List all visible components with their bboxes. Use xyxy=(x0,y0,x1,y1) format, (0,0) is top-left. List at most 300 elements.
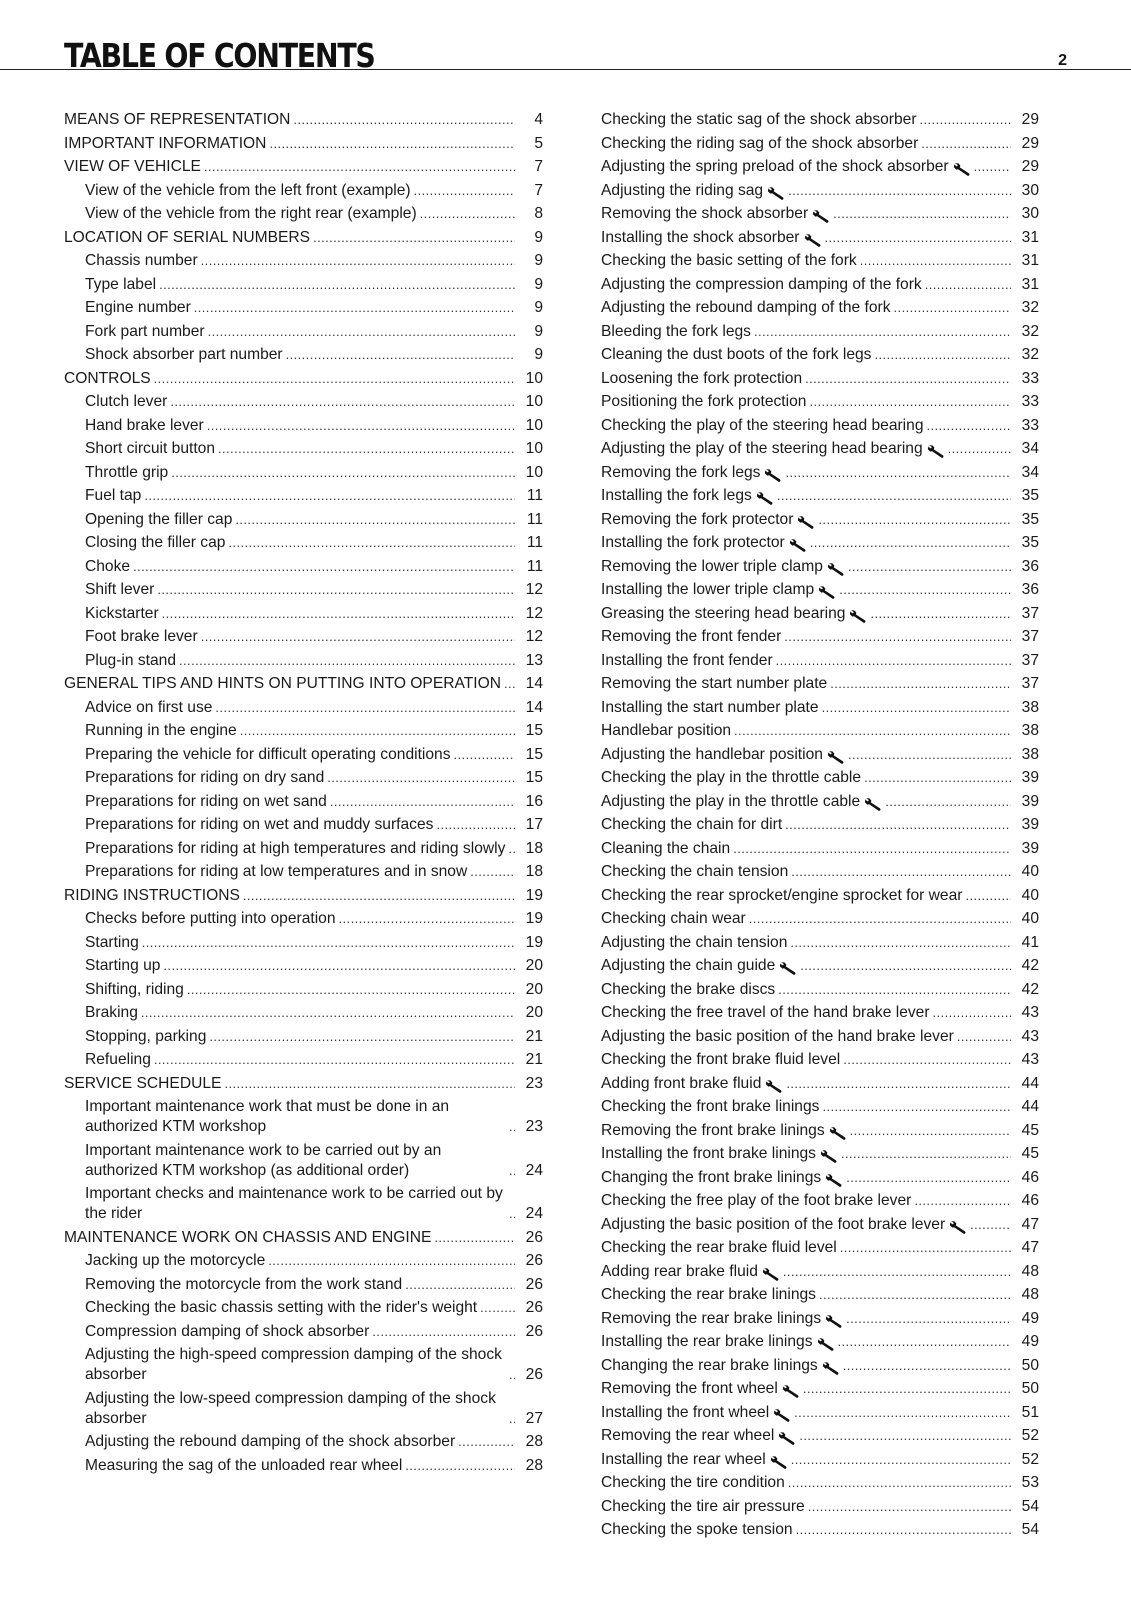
toc-entry-title: Checking the spoke tension xyxy=(601,1521,793,1538)
toc-entry[interactable] xyxy=(64,698,543,718)
toc-entry-page: 33 xyxy=(1021,416,1039,434)
toc-entry-page: 20 xyxy=(525,980,543,998)
toc-entry[interactable] xyxy=(64,1251,543,1271)
dot-leader xyxy=(800,960,1011,972)
wrench-icon xyxy=(764,468,782,483)
toc-entry[interactable] xyxy=(64,416,543,436)
toc-entry[interactable] xyxy=(601,181,1039,201)
toc-entry[interactable] xyxy=(64,134,543,154)
toc-entry-title: Changing the rear brake linings xyxy=(601,1356,818,1374)
toc-entry-title: Cleaning the chain xyxy=(601,839,731,857)
toc-entry[interactable] xyxy=(601,510,1039,530)
toc-entry[interactable] xyxy=(601,369,1039,389)
wrench-icon xyxy=(849,609,867,624)
toc-entry-title: VIEW OF VEHICLE xyxy=(64,158,201,175)
toc-entry[interactable] xyxy=(601,1426,1039,1446)
toc-entry-page: 21 xyxy=(525,1027,543,1045)
toc-entry[interactable] xyxy=(601,980,1039,1000)
toc-entry-page: 13 xyxy=(525,651,543,669)
toc-entry-title: Installing the start number plate xyxy=(601,698,819,716)
toc-entry[interactable] xyxy=(64,627,543,647)
toc-entry-page: 40 xyxy=(1021,910,1039,927)
toc-entry-title: Adjusting the chain tension xyxy=(601,933,788,951)
toc-entry-page: 35 xyxy=(1021,510,1039,528)
toc-entry-page: 38 xyxy=(1021,745,1039,763)
toc-entry[interactable] xyxy=(64,1027,543,1047)
toc-entry-title: Closing the filler cap xyxy=(85,534,226,551)
toc-entry-page: 50 xyxy=(1021,1380,1039,1397)
toc-entry-title: MAINTENANCE WORK ON CHASSIS AND ENGINE xyxy=(64,1228,432,1246)
dot-leader xyxy=(818,514,1011,526)
dot-leader xyxy=(201,631,515,643)
dot-leader xyxy=(778,984,1011,996)
toc-entry[interactable] xyxy=(601,792,1039,812)
toc-entry[interactable] xyxy=(64,557,543,577)
toc-entry-title: Chassis number xyxy=(85,252,198,269)
dot-leader xyxy=(157,584,515,596)
toc-entry[interactable] xyxy=(64,463,543,483)
dot-leader xyxy=(458,1436,515,1448)
toc-entry[interactable] xyxy=(601,956,1039,976)
dot-leader xyxy=(179,655,515,667)
dot-leader xyxy=(269,138,515,150)
toc-entry[interactable] xyxy=(64,886,543,906)
page-title: TABLE OF CONTENTS xyxy=(64,36,375,75)
dot-leader xyxy=(839,584,1011,596)
wrench-icon xyxy=(825,1314,843,1329)
toc-entry-page: 40 xyxy=(1021,886,1039,904)
dot-leader xyxy=(470,866,515,878)
toc-entry[interactable] xyxy=(601,533,1039,553)
dot-leader xyxy=(209,1031,515,1043)
toc-entry-page: 37 xyxy=(1021,628,1039,645)
toc-entry[interactable] xyxy=(64,1345,543,1385)
dot-leader xyxy=(925,279,1011,291)
toc-entry[interactable] xyxy=(601,251,1039,271)
toc-entry-page: 11 xyxy=(526,557,543,575)
toc-entry-title: LOCATION OF SERIAL NUMBERS xyxy=(64,228,311,246)
toc-entry[interactable] xyxy=(601,1262,1039,1282)
toc-entry[interactable] xyxy=(64,369,543,389)
toc-entry-title: Stopping, parking xyxy=(85,1027,207,1045)
toc-entry-page: 10 xyxy=(525,440,543,457)
dot-leader xyxy=(405,1460,515,1472)
toc-entry-title: Loosening the fork protection xyxy=(601,369,803,387)
toc-entry[interactable] xyxy=(64,839,543,859)
dot-leader xyxy=(974,161,1011,173)
toc-entry-title: Engine number xyxy=(85,299,191,316)
dot-leader xyxy=(846,1313,1011,1325)
toc-column-right xyxy=(601,110,1039,1544)
toc-entry[interactable] xyxy=(601,157,1039,177)
toc-entry-title: Checking the rear sprocket/engine sprocket for wear xyxy=(601,886,963,904)
toc-entry[interactable] xyxy=(601,228,1039,248)
toc-entry-page: 35 xyxy=(1021,534,1039,551)
toc-entry-page: 31 xyxy=(1021,275,1039,293)
dot-leader xyxy=(454,749,515,761)
toc-entry[interactable] xyxy=(601,1403,1039,1423)
toc-entry[interactable] xyxy=(601,698,1039,718)
toc-entry-title: Preparations for riding on wet and muddy surfaces xyxy=(85,816,434,833)
toc-entry[interactable] xyxy=(601,839,1039,859)
toc-entry-page: 31 xyxy=(1021,252,1039,269)
toc-entry-page: 10 xyxy=(525,463,543,481)
dot-leader xyxy=(159,279,515,291)
toc-entry-title: Positioning the fork protection xyxy=(601,393,807,410)
toc-entry-page: 51 xyxy=(1021,1403,1039,1421)
toc-entry[interactable] xyxy=(601,1168,1039,1188)
dot-leader xyxy=(965,890,1011,902)
toc-entry[interactable] xyxy=(64,956,543,976)
toc-entry[interactable] xyxy=(601,1121,1039,1141)
toc-entry-title: Checking the chain for dirt xyxy=(601,816,783,833)
toc-entry[interactable] xyxy=(64,1389,543,1429)
dot-leader xyxy=(957,1031,1011,1043)
toc-entry[interactable] xyxy=(601,110,1039,130)
toc-entry[interactable] xyxy=(64,345,543,365)
toc-entry-page: 9 xyxy=(534,228,543,246)
toc-entry[interactable] xyxy=(64,1074,543,1094)
toc-entry[interactable] xyxy=(601,862,1039,882)
toc-entry-page: 11 xyxy=(526,487,543,504)
toc-entry-title: Removing the shock absorber xyxy=(601,205,809,222)
toc-entry-title: Throttle grip xyxy=(85,463,169,481)
toc-entry[interactable] xyxy=(601,1144,1039,1164)
toc-entry-title: RIDING INSTRUCTIONS xyxy=(64,886,240,904)
toc-entry[interactable] xyxy=(64,1322,543,1342)
toc-entry[interactable] xyxy=(64,1275,543,1295)
toc-entry[interactable] xyxy=(601,439,1039,459)
toc-entry-title: Removing the start number plate xyxy=(601,675,828,692)
toc-entry-title: Starting xyxy=(85,933,139,951)
toc-entry-title: CONTROLS xyxy=(64,369,151,387)
toc-entry[interactable] xyxy=(64,792,543,812)
toc-entry[interactable] xyxy=(64,674,543,694)
toc-entry-title: Checking the static sag of the shock absorber xyxy=(601,111,917,128)
toc-entry-page: 36 xyxy=(1021,557,1039,575)
dot-leader xyxy=(785,467,1011,479)
toc-entry[interactable] xyxy=(601,886,1039,906)
toc-entry[interactable] xyxy=(601,1215,1039,1235)
toc-entry-page: 45 xyxy=(1021,1121,1039,1139)
dot-leader xyxy=(841,1148,1011,1160)
toc-entry-page: 9 xyxy=(534,322,543,340)
toc-entry[interactable] xyxy=(64,815,543,835)
toc-entry-page: 44 xyxy=(1021,1098,1039,1115)
toc-entry-page: 30 xyxy=(1021,205,1039,222)
dot-leader xyxy=(330,796,515,808)
toc-entry-page: 10 xyxy=(525,416,543,434)
toc-entry[interactable] xyxy=(601,768,1039,788)
toc-entry[interactable] xyxy=(601,463,1039,483)
toc-entry-page: 39 xyxy=(1021,792,1039,810)
toc-entry[interactable] xyxy=(601,651,1039,671)
dot-leader xyxy=(785,819,1011,831)
toc-entry[interactable] xyxy=(601,416,1039,436)
toc-entry[interactable] xyxy=(64,933,543,953)
toc-entry-page: 8 xyxy=(534,205,543,222)
toc-entry[interactable] xyxy=(601,1379,1039,1399)
toc-entry-title: View of the vehicle from the left front (example) xyxy=(85,181,411,199)
toc-entry-title: Installing the rear brake linings xyxy=(601,1333,813,1350)
toc-entry[interactable] xyxy=(64,486,543,506)
dot-leader xyxy=(808,1501,1011,1513)
toc-entry-page: 15 xyxy=(525,745,543,763)
toc-entry-page: 16 xyxy=(525,792,543,810)
toc-entry[interactable] xyxy=(64,204,543,224)
wrench-icon xyxy=(756,491,774,506)
toc-entry[interactable] xyxy=(64,1432,543,1452)
toc-entry[interactable] xyxy=(601,298,1039,318)
toc-entry[interactable] xyxy=(64,745,543,765)
dot-leader xyxy=(243,890,515,902)
dot-leader xyxy=(228,537,515,549)
toc-entry[interactable] xyxy=(601,1191,1039,1211)
toc-entry-page: 43 xyxy=(1021,1051,1039,1068)
toc-entry[interactable] xyxy=(601,1309,1039,1329)
dot-leader xyxy=(838,1336,1012,1348)
toc-entry[interactable] xyxy=(601,1285,1039,1305)
toc-entry-title: Checking the tire air pressure xyxy=(601,1497,805,1515)
toc-entry[interactable] xyxy=(64,1184,543,1224)
toc-entry-title: Clutch lever xyxy=(85,393,168,410)
toc-entry[interactable] xyxy=(601,486,1039,506)
toc-entry-title: Short circuit button xyxy=(85,440,216,457)
dot-leader xyxy=(803,1383,1011,1395)
toc-entry[interactable] xyxy=(601,1497,1039,1517)
toc-entry[interactable] xyxy=(64,980,543,1000)
toc-entry-page: 12 xyxy=(525,604,543,622)
toc-entry-page: 18 xyxy=(525,863,543,880)
toc-entry-page: 29 xyxy=(1021,134,1039,152)
toc-entry-page: 5 xyxy=(534,134,543,152)
toc-entry-page: 50 xyxy=(1021,1356,1039,1374)
toc-entry-page: 52 xyxy=(1021,1427,1039,1444)
page-number: 2 xyxy=(1058,52,1067,69)
toc-entry-title: Installing the front wheel xyxy=(601,1403,770,1421)
toc-entry-page: 29 xyxy=(1021,158,1039,175)
toc-entry[interactable] xyxy=(64,768,543,788)
toc-entry[interactable] xyxy=(64,533,543,553)
toc-entry-page: 11 xyxy=(526,510,543,528)
toc-entry-title: Installing the fork legs xyxy=(601,487,752,504)
toc-entry[interactable] xyxy=(64,510,543,530)
toc-entry-title: Jacking up the motorcycle xyxy=(85,1252,266,1269)
toc-entry[interactable] xyxy=(601,1027,1039,1047)
toc-entry[interactable] xyxy=(64,275,543,295)
dot-leader xyxy=(822,1101,1011,1113)
toc-entry[interactable] xyxy=(601,674,1039,694)
toc-entry-page: 26 xyxy=(525,1299,543,1316)
dot-leader xyxy=(970,1219,1011,1231)
toc-entry[interactable] xyxy=(601,1050,1039,1070)
toc-entry-page: 19 xyxy=(525,910,543,927)
toc-entry[interactable] xyxy=(64,1050,543,1070)
toc-entry-page: 24 xyxy=(525,1205,543,1222)
toc-entry[interactable] xyxy=(601,627,1039,647)
toc-entry[interactable] xyxy=(601,134,1039,154)
dot-leader xyxy=(293,114,515,126)
toc-entry-page: 38 xyxy=(1021,722,1039,739)
toc-entry-title: Compression damping of shock absorber xyxy=(85,1322,370,1340)
toc-entry-title: Adjusting the play in the throttle cable xyxy=(601,792,861,810)
toc-entry-title: Installing the fork protector xyxy=(601,534,785,551)
toc-entry-title: Preparing the vehicle for difficult operating conditions xyxy=(85,745,451,763)
toc-entry-title: Checking the front brake linings xyxy=(601,1098,820,1115)
toc-entry[interactable] xyxy=(601,1332,1039,1352)
dot-leader xyxy=(163,960,515,972)
toc-entry[interactable] xyxy=(64,1003,543,1023)
toc-entry-page: 19 xyxy=(525,933,543,951)
toc-entry-title: Removing the front brake linings xyxy=(601,1121,825,1139)
wrench-icon xyxy=(812,209,830,224)
toc-entry[interactable] xyxy=(601,392,1039,412)
toc-entry[interactable] xyxy=(64,298,543,318)
dot-leader xyxy=(734,725,1011,737)
dot-leader xyxy=(830,678,1011,690)
toc-entry[interactable] xyxy=(64,1228,543,1248)
toc-entry-title: Hand brake lever xyxy=(85,416,204,434)
wrench-icon xyxy=(818,585,836,600)
toc-entry[interactable] xyxy=(64,862,543,882)
toc-entry[interactable] xyxy=(601,721,1039,741)
toc-entry[interactable] xyxy=(601,1450,1039,1470)
toc-entry-page: 39 xyxy=(1021,816,1039,833)
dot-leader xyxy=(920,114,1011,126)
toc-entry-page: 34 xyxy=(1021,440,1039,457)
toc-entry-page: 32 xyxy=(1021,322,1039,340)
toc-entry-title: Adjusting the low-speed compression damping of the shock absorber xyxy=(85,1389,496,1427)
toc-entry[interactable] xyxy=(601,557,1039,577)
dot-leader xyxy=(218,443,515,455)
dot-leader xyxy=(204,161,515,173)
toc-entry-page: 43 xyxy=(1021,1027,1039,1045)
toc-entry-page: 48 xyxy=(1021,1286,1039,1303)
toc-entry[interactable] xyxy=(64,228,543,248)
toc-entry[interactable] xyxy=(64,110,543,130)
toc-entry-page: 7 xyxy=(534,158,543,175)
toc-entry[interactable] xyxy=(601,1520,1039,1540)
toc-entry[interactable] xyxy=(64,909,543,929)
toc-entry[interactable] xyxy=(601,345,1039,365)
toc-entry[interactable] xyxy=(601,933,1039,953)
toc-entry[interactable] xyxy=(64,1141,543,1181)
toc-entry-title: Adding front brake fluid xyxy=(601,1074,762,1092)
wrench-icon xyxy=(822,1361,840,1376)
toc-entry-title: Removing the fork protector xyxy=(601,510,794,528)
toc-entry[interactable] xyxy=(64,157,543,177)
dot-leader xyxy=(927,420,1012,432)
wrench-icon xyxy=(773,1408,791,1423)
toc-entry-page: 10 xyxy=(525,369,543,387)
wrench-icon xyxy=(864,797,882,812)
toc-entry[interactable] xyxy=(601,1074,1039,1094)
toc-entry[interactable] xyxy=(64,439,543,459)
wrench-icon xyxy=(762,1267,780,1282)
toc-entry[interactable] xyxy=(64,651,543,671)
toc-entry-title: Bleeding the fork legs xyxy=(601,322,751,340)
toc-entry[interactable] xyxy=(601,604,1039,624)
toc-entry-page: 41 xyxy=(1021,933,1039,951)
toc-entry-page: 15 xyxy=(525,722,543,739)
wrench-icon xyxy=(949,1220,967,1235)
toc-entry-page: 48 xyxy=(1021,1262,1039,1280)
toc-entry[interactable] xyxy=(64,392,543,412)
toc-entry[interactable] xyxy=(601,745,1039,765)
toc-entry[interactable] xyxy=(601,580,1039,600)
toc-entry-title: Adjusting the play of the steering head bearing xyxy=(601,440,923,457)
dot-leader xyxy=(874,349,1011,361)
dot-leader xyxy=(822,702,1011,714)
toc-entry[interactable] xyxy=(64,251,543,271)
toc-entry[interactable] xyxy=(64,1097,543,1137)
toc-entry-page: 42 xyxy=(1021,957,1039,974)
toc-entry-title: IMPORTANT INFORMATION xyxy=(64,134,267,152)
toc-entry-title: Preparations for riding at low temperatures and in snow xyxy=(85,863,468,880)
toc-entry-title: Checking the basic chassis setting with the rider's weight xyxy=(85,1299,478,1316)
toc-entry[interactable] xyxy=(64,1456,543,1476)
toc-entry-title: Refueling xyxy=(85,1051,151,1068)
toc-entry[interactable] xyxy=(64,1298,543,1318)
toc-entry-title: Installing the front brake linings xyxy=(601,1145,816,1162)
toc-entry-page: 23 xyxy=(525,1118,543,1135)
toc-entry-title: Adding rear brake fluid xyxy=(601,1262,758,1280)
toc-entry-page: 20 xyxy=(525,1004,543,1021)
toc-entry-title: View of the vehicle from the right rear (example) xyxy=(85,205,417,222)
toc-entry[interactable] xyxy=(64,604,543,624)
toc-entry-page: 29 xyxy=(1021,111,1039,128)
toc-entry[interactable] xyxy=(601,1003,1039,1023)
toc-entry[interactable] xyxy=(601,204,1039,224)
toc-entry-title: Opening the filler cap xyxy=(85,510,233,528)
toc-entry-page: 34 xyxy=(1021,463,1039,481)
toc-entry[interactable] xyxy=(64,322,543,342)
dot-leader xyxy=(372,1326,515,1338)
toc-entry-page: 11 xyxy=(526,534,543,551)
toc-entry-title: Adjusting the basic position of the hand brake lever xyxy=(601,1027,954,1045)
wrench-icon xyxy=(817,1337,835,1352)
toc-entry-page: 14 xyxy=(525,698,543,716)
toc-entry-page: 19 xyxy=(525,886,543,904)
toc-entry[interactable] xyxy=(601,1473,1039,1493)
toc-entry[interactable] xyxy=(601,275,1039,295)
toc-entry[interactable] xyxy=(601,1356,1039,1376)
toc-entry[interactable] xyxy=(64,181,543,201)
toc-entry[interactable] xyxy=(601,1097,1039,1117)
toc-entry-page: 26 xyxy=(525,1275,543,1293)
toc-entry-title: Shift lever xyxy=(85,581,155,598)
dot-leader xyxy=(187,984,515,996)
toc-entry[interactable] xyxy=(601,322,1039,342)
toc-entry-title: Changing the front brake linings xyxy=(601,1168,822,1186)
toc-entry[interactable] xyxy=(601,815,1039,835)
dot-leader xyxy=(894,302,1011,314)
toc-entry[interactable] xyxy=(64,580,543,600)
dot-leader xyxy=(313,232,515,244)
dot-leader xyxy=(208,326,515,338)
dot-leader xyxy=(509,1165,515,1177)
toc-entry-title: Removing the rear wheel xyxy=(601,1427,775,1444)
toc-entry-title: Adjusting the rebound damping of the fork xyxy=(601,299,891,316)
toc-entry[interactable] xyxy=(601,909,1039,929)
dot-leader xyxy=(509,1369,515,1381)
toc-entry[interactable] xyxy=(601,1238,1039,1258)
toc-entry[interactable] xyxy=(64,721,543,741)
dot-leader xyxy=(215,702,515,714)
toc-entry-title: Checking chain wear xyxy=(601,910,746,927)
toc-entry-title: Fork part number xyxy=(85,322,205,340)
toc-entry-page: 44 xyxy=(1021,1074,1039,1092)
